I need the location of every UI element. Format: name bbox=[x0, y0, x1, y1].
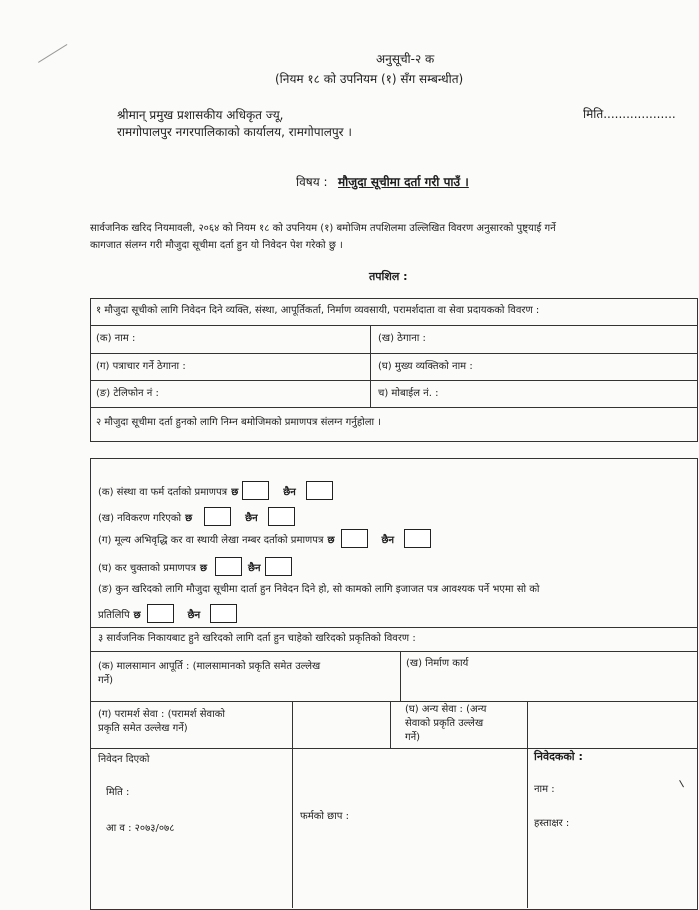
form-subtitle: (नियम १८ को उपनियम (१) सँग सम्बन्धीत) bbox=[275, 72, 464, 86]
construction-label: (ख) निर्माण कार्य bbox=[406, 658, 469, 669]
no-label: छैन bbox=[381, 534, 395, 546]
section2-heading: २ मौजुदा सूचीमा दर्ता हुनको लागि निम्न बमोजिमको प्रमाणपत्र संलग्न गर्नुहोला । bbox=[96, 417, 382, 428]
applicant-name-label: नाम : bbox=[534, 784, 555, 795]
name-label: (क) नाम : bbox=[96, 333, 136, 344]
cert-row-tax-clearance bbox=[98, 557, 292, 576]
details-heading: तपशिल : bbox=[369, 270, 408, 283]
address-label: (ख) ठेगाना : bbox=[378, 333, 426, 344]
cert-label: (ख) नविकरण गरिएको bbox=[98, 512, 182, 524]
yes-checkbox[interactable] bbox=[147, 604, 174, 623]
cert-row-renewal bbox=[98, 507, 295, 526]
section3-heading: ३ सार्वजनिक निकायबाट हुने खरिदको लागि दर्ता हुन चाहेको खरिदको प्रकृतिको विवरण : bbox=[98, 633, 416, 644]
subject-text: मौजुदा सूचीमा दर्ता गरी पाउँ । bbox=[338, 175, 469, 189]
consulting-label: (ग) परामर्श सेवा : (परामर्श सेवाको bbox=[98, 709, 225, 720]
phone-label: (ङ) टेलिफोन नं : bbox=[96, 388, 159, 399]
yes-checkbox[interactable] bbox=[215, 557, 242, 576]
yes-label: छ bbox=[199, 562, 207, 574]
no-label: छैन bbox=[245, 512, 258, 524]
other-service-label: (घ) अन्य सेवा : (अन्य bbox=[405, 704, 487, 715]
signature-label: हस्ताक्षर : bbox=[534, 818, 570, 829]
cert-label: प्रतिलिपि bbox=[98, 609, 130, 621]
applicant-label: निवेदकको : bbox=[534, 750, 583, 763]
other-service-label-end: गर्ने) bbox=[405, 732, 421, 743]
address-line-2: रामगोपालपुर नगरपालिकाको कार्यालय, रामगोपालपुर । bbox=[117, 125, 352, 139]
cert-label: (क) संस्था वा फर्म दर्ताको प्रमाणपत्र bbox=[98, 486, 228, 498]
firm-stamp-label: फर्मको छाप : bbox=[300, 811, 349, 822]
cert-row-license bbox=[98, 604, 237, 623]
no-checkbox[interactable] bbox=[268, 507, 295, 526]
no-checkbox[interactable] bbox=[306, 481, 333, 500]
cert-row-vat-pan bbox=[98, 529, 431, 548]
submitted-label: निवेदन दिएको bbox=[98, 754, 150, 765]
address-line-1: श्रीमान् प्रमुख प्रशासकीय अधिकृत ज्यू, bbox=[117, 108, 284, 122]
intro-line-2: कागजात संलग्न गरी मौजुदा सूचीमा दर्ता हुन यो निवेदन पेश गरेको छु । bbox=[90, 240, 343, 251]
other-service-label-cont: सेवाको प्रकृति उल्लेख bbox=[405, 718, 484, 729]
fiscal-year-label: आ व : २०७३/०७८ bbox=[106, 823, 175, 834]
yes-checkbox[interactable] bbox=[341, 529, 368, 548]
cert-row-registration bbox=[98, 481, 333, 500]
no-label: छैन bbox=[248, 562, 261, 574]
no-label: छैन bbox=[283, 486, 296, 498]
yes-label: छ bbox=[185, 512, 193, 524]
cert-label: (ग) मूल्य अभिवृद्धि कर वा स्थायी लेखा नम्बर दर्ताको प्रमाणपत्र bbox=[98, 534, 324, 546]
intro-line-1: सार्वजनिक खरिद नियमावली, २०६४ को नियम १८ को उपनियम (१) बमोजिम तपशिलमा उल्लिखित विवरण अनुसारको पुष्ट्याई गर्ने bbox=[90, 223, 556, 234]
correspondence-label: (ग) पत्राचार गर्ने ठेगाना : bbox=[96, 361, 186, 372]
goods-label-cont: गर्ने) bbox=[98, 675, 114, 686]
scan-mark bbox=[38, 44, 67, 63]
key-person-label: (घ) मुख्य व्यक्तिको नाम : bbox=[378, 361, 473, 372]
form-title: अनुसूची-२ क bbox=[376, 52, 435, 66]
date-field: मिति................... bbox=[583, 107, 676, 121]
subject-label: विषय : bbox=[296, 175, 328, 189]
mobile-label: च) मोबाईल नं. : bbox=[378, 388, 439, 399]
no-checkbox[interactable] bbox=[265, 557, 292, 576]
yes-label: छ bbox=[231, 486, 239, 498]
yes-checkbox[interactable] bbox=[242, 481, 269, 500]
cert-row-license-text: (ङ) कुन खरिदको लागि मौजुदा सूचीमा दार्ता हुन निवेदन दिने हो, सो कामको लागि इजाजत पत्र आवश्यक पर्ने भएमा सो को bbox=[98, 584, 540, 595]
submitted-date-label: मिति : bbox=[106, 787, 130, 798]
no-checkbox[interactable] bbox=[404, 529, 431, 548]
yes-label: छ bbox=[133, 609, 141, 621]
cert-label: (घ) कर चुक्ताको प्रमाणपत्र bbox=[98, 562, 196, 574]
yes-label: छ bbox=[327, 534, 335, 546]
consulting-label-cont: प्रकृति समेत उल्लेख गर्ने) bbox=[98, 723, 188, 734]
goods-label: (क) मालसामान आपूर्ति : (मालसामानको प्रकृति समेत उल्लेख bbox=[98, 661, 321, 672]
no-label: छैन bbox=[187, 609, 201, 621]
yes-checkbox[interactable] bbox=[204, 507, 231, 526]
no-checkbox[interactable] bbox=[210, 604, 237, 623]
section1-heading: १ मौजुदा सूचीको लागि निवेदन दिने व्यक्ति, संस्था, आपूर्तिकर्ता, निर्माण व्यवसायी, परामर्शदाता वा सेवा प्रदायकको विवरण : bbox=[96, 305, 540, 316]
